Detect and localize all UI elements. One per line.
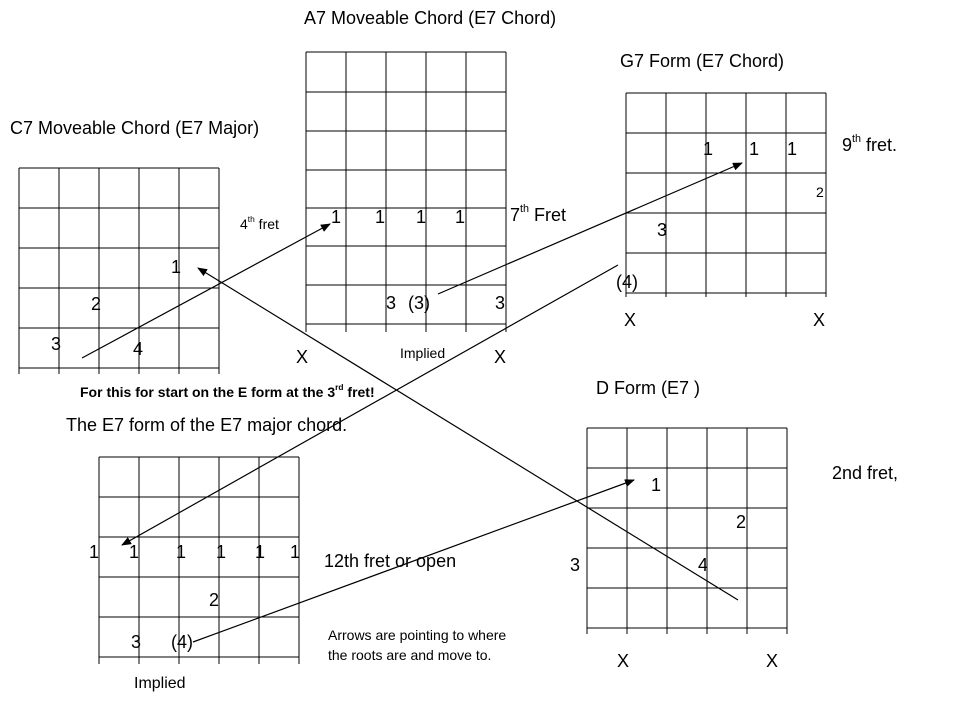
e7-finger: 1 xyxy=(255,542,266,562)
e7-title: The E7 form of the E7 major chord. xyxy=(66,415,348,435)
e7-finger: (4) xyxy=(171,632,193,652)
a7-mute: X xyxy=(494,347,507,367)
fret7-label: 7th Fret xyxy=(510,203,567,225)
e7-finger: 1 xyxy=(216,542,227,562)
c7-finger: 2 xyxy=(91,294,102,314)
d-finger: 1 xyxy=(651,475,662,495)
e7-finger: 1 xyxy=(290,542,301,562)
e7-finger: 1 xyxy=(89,542,100,562)
arrows-note-line1: Arrows are pointing to where xyxy=(328,627,507,643)
fret2-label: 2nd fret, xyxy=(832,463,899,483)
a7-finger: 3 xyxy=(386,293,397,313)
arrows-note-line2: the roots are and move to. xyxy=(328,647,492,663)
d-mute: X xyxy=(766,651,779,671)
start-note: For this for start on the E form at the 3rd fret! xyxy=(80,382,375,400)
implied-label-a7: Implied xyxy=(400,345,446,361)
arrow-g7-to-e7 xyxy=(122,265,618,545)
d-mute: X xyxy=(617,651,630,671)
c7-finger: 1 xyxy=(171,257,182,277)
g7-title: G7 Form (E7 Chord) xyxy=(620,51,785,71)
e7-finger: 1 xyxy=(129,542,140,562)
d-finger: 3 xyxy=(570,555,581,575)
c7-finger: 3 xyxy=(51,334,62,354)
a7-finger: 1 xyxy=(331,207,342,227)
e7-finger: 1 xyxy=(176,542,187,562)
implied-label-e7: Implied xyxy=(134,675,186,692)
fret9-label: 9th fret. xyxy=(842,133,898,155)
arrow-a7-to-g7 xyxy=(438,163,742,294)
a7-title: A7 Moveable Chord (E7 Chord) xyxy=(304,8,557,28)
d-finger: 4 xyxy=(698,555,709,575)
d-finger: 2 xyxy=(736,512,747,532)
c7-title: C7 Moveable Chord (E7 Major) xyxy=(10,118,260,138)
c7-finger: 4 xyxy=(133,339,144,359)
a7-mute: X xyxy=(296,347,309,367)
g7-finger: (4) xyxy=(616,272,638,292)
fret4-label: 4th fret xyxy=(240,214,279,232)
a7-finger: 1 xyxy=(416,207,427,227)
a7-finger: 1 xyxy=(375,207,386,227)
e7-finger: 3 xyxy=(131,632,142,652)
a7-finger: 1 xyxy=(455,207,466,227)
d-title: D Form (E7 ) xyxy=(596,378,701,398)
g7-finger: 1 xyxy=(787,139,798,159)
g7-finger: 1 xyxy=(703,139,714,159)
g7-mute: X xyxy=(813,310,826,330)
g7-finger: 1 xyxy=(749,139,760,159)
arrow-c7-to-a7 xyxy=(82,224,330,358)
fret12-label: 12th fret or open xyxy=(324,551,457,571)
a7-finger: (3) xyxy=(408,293,430,313)
g7-mute: X xyxy=(624,310,637,330)
e7-finger: 2 xyxy=(209,590,220,610)
g7-finger: 3 xyxy=(657,220,668,240)
g7-finger: 2 xyxy=(816,184,824,200)
a7-finger: 3 xyxy=(495,293,506,313)
